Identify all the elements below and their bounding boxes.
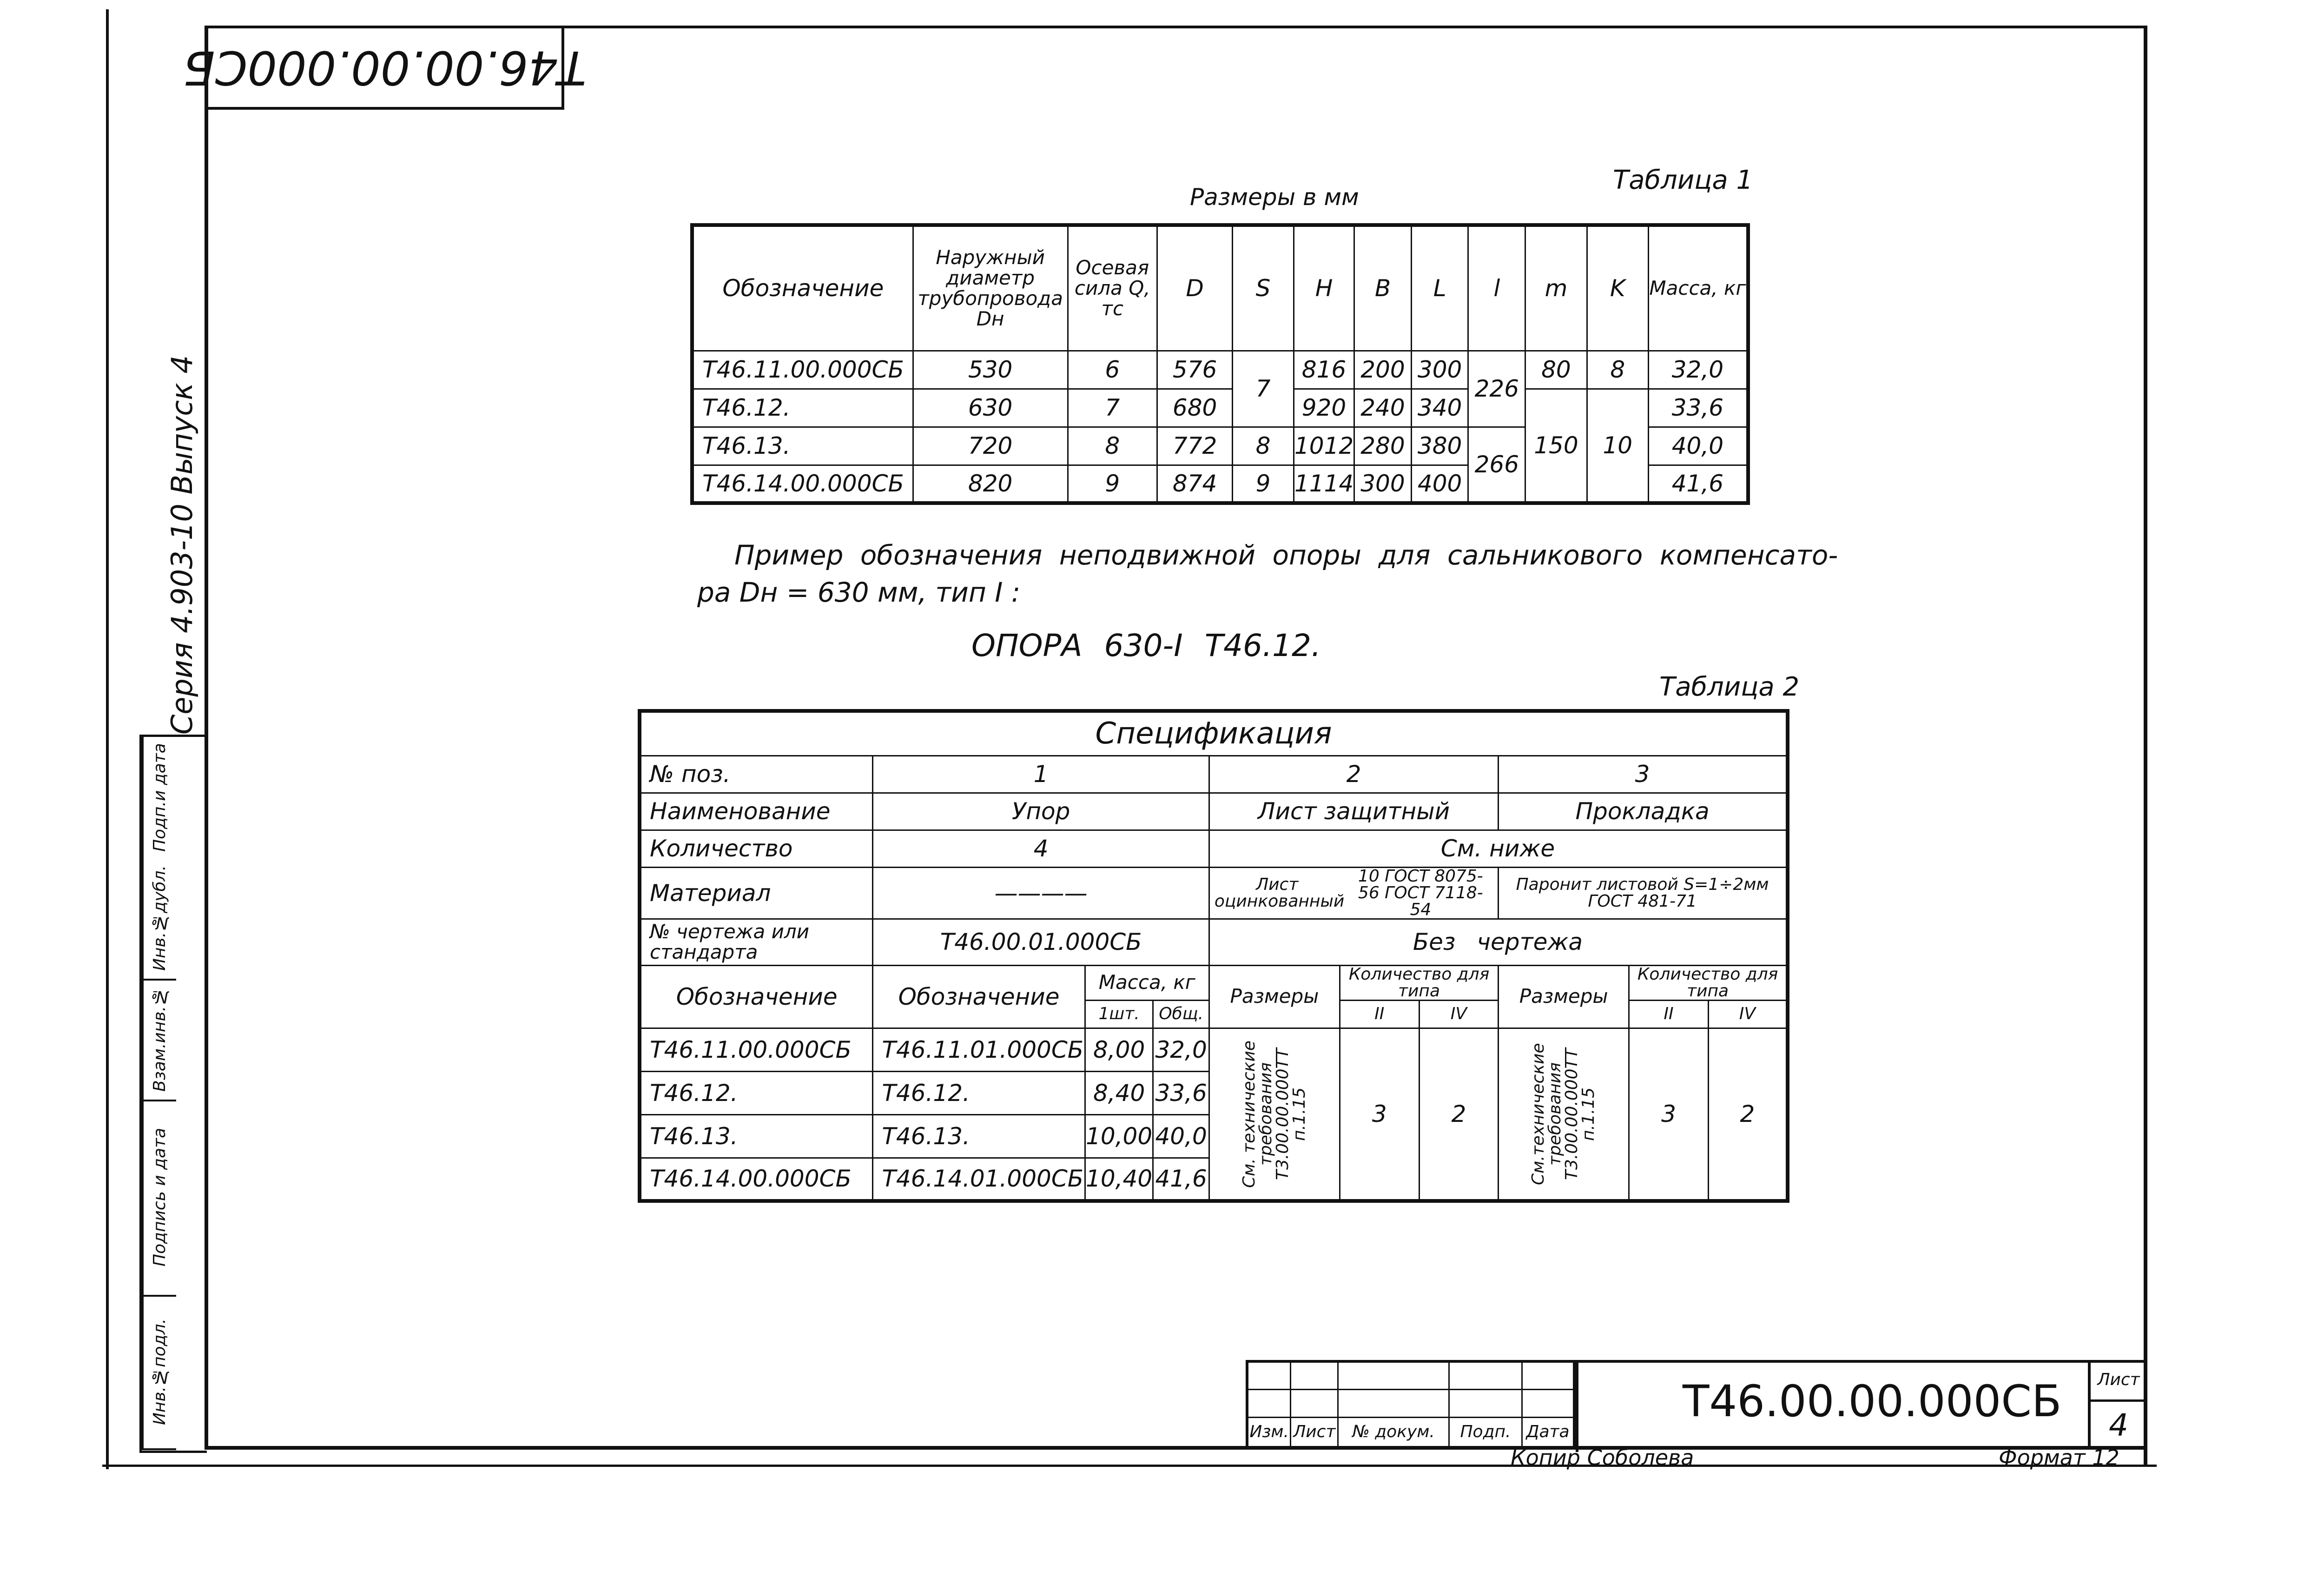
drawing-label: № чертежа или стандарта: [640, 919, 873, 965]
sheet-number: 4: [2109, 1407, 2128, 1443]
t1-h-B: B: [1354, 225, 1412, 351]
t1-r0-c4: 7: [1233, 351, 1294, 427]
t2-r0-c0: Т46.11.00.000СБ: [640, 1028, 873, 1071]
pos-3: 3: [1499, 756, 1788, 793]
name-2: Лист защитный: [1209, 793, 1498, 830]
t1-r1-c11: 33,6: [1648, 389, 1748, 427]
h-qty-type-2: Количество для типа: [1340, 965, 1498, 1000]
side-boxes: [139, 735, 207, 1453]
t2-r3-c2: 10,40: [1085, 1158, 1153, 1201]
t1-r2-c6: 280: [1354, 427, 1412, 465]
q2-ii: 3: [1340, 1028, 1419, 1201]
t1-r2-c7: 380: [1411, 427, 1468, 465]
table1: [690, 223, 1750, 505]
h-mass-total: Общ.: [1153, 1000, 1209, 1028]
t1-r0-c6: 200: [1354, 351, 1412, 389]
t2-r0-c3: 32,0: [1153, 1028, 1209, 1071]
t1-r0-c1: 530: [913, 351, 1068, 389]
t2-r3-c0: Т46.14.00.000СБ: [640, 1158, 873, 1201]
footer-format: Формат 12: [1999, 1445, 2119, 1470]
t1-h-D: D: [1157, 225, 1233, 351]
material-2: [1209, 867, 1498, 919]
t1-r0-c5: 816: [1294, 351, 1354, 389]
tb-col-date: Дата: [1522, 1417, 1574, 1448]
t1-h-K: K: [1587, 225, 1648, 351]
tb-col-doc: № докум.: [1338, 1417, 1449, 1448]
material-label: Материал: [640, 867, 873, 919]
title-block-grid: [1246, 1360, 1576, 1449]
t2-r2-c2: 10,00: [1085, 1114, 1153, 1158]
t1-r0-c10: 8: [1587, 351, 1648, 389]
material-2b: 10 ГОСТ 8075-56 ГОСТ 7118-54: [1358, 866, 1483, 919]
t1-r1-c3: 680: [1157, 389, 1233, 427]
h-sizes-2: Размеры: [1209, 965, 1340, 1028]
tb-col-list: Лист: [1291, 1417, 1338, 1448]
example-line1: Пример обозначения неподвижной опоры для сальникового компенсато-: [734, 539, 1838, 571]
t1-r0-c11: 32,0: [1648, 351, 1748, 389]
t1-r2-c5: 1012: [1294, 427, 1354, 465]
tb-col-izm: Изм.: [1247, 1417, 1291, 1448]
material-1: ————: [873, 867, 1209, 919]
pos-1: 1: [873, 756, 1209, 793]
t1-r2-c8: 266: [1468, 427, 1525, 503]
t2-r1-c2: 8,40: [1085, 1071, 1153, 1114]
name-label: Наименование: [640, 793, 873, 830]
t1-r1-c0: Т46.12.: [692, 389, 913, 427]
t1-r0-c3: 576: [1157, 351, 1233, 389]
t2-r3-c1: Т46.14.01.000СБ: [873, 1158, 1085, 1201]
t2-r1-c0: Т46.12.: [640, 1071, 873, 1114]
t1-r0-c0: Т46.11.00.000СБ: [692, 351, 913, 389]
q3-ii: 3: [1629, 1028, 1709, 1201]
t1-r2-c3: 772: [1157, 427, 1233, 465]
t2-r0-c2: 8,00: [1085, 1028, 1153, 1071]
sheet-label: Лист: [2091, 1360, 2146, 1402]
h-mass-1: 1шт.: [1085, 1000, 1153, 1028]
table2: [638, 709, 1789, 1203]
side-box-inv-podl: Инв.№подл.: [142, 1295, 176, 1450]
q3-iv: 2: [1708, 1028, 1788, 1201]
t1-r3-c4: 9: [1233, 465, 1294, 503]
t1-r1-c1: 630: [913, 389, 1068, 427]
frame-outer-left: [106, 9, 109, 1469]
footer-copied: Копир Соболева: [1511, 1445, 1694, 1470]
side-series: Серия 4.903-10 Выпуск 4: [165, 355, 199, 735]
t1-r2-c2: 8: [1068, 427, 1157, 465]
t1-r1-c7: 340: [1411, 389, 1468, 427]
sheet-box: [2088, 1360, 2146, 1449]
t1-r3-c3: 874: [1157, 465, 1233, 503]
q2-iv: 2: [1419, 1028, 1499, 1201]
t1-h-diameter: Наружный диаметр трубопровода Dн: [913, 225, 1068, 351]
t1-r2-c11: 40,0: [1648, 427, 1748, 465]
h3-type-iv: IV: [1708, 1000, 1788, 1028]
top-stamp: [183, 28, 587, 110]
h3-type-ii: II: [1629, 1000, 1709, 1028]
table2-caption: Таблица 2: [1659, 672, 1800, 702]
tb-col-podp: Подп.: [1449, 1417, 1522, 1448]
t2-r1-c1: Т46.12.: [873, 1071, 1085, 1114]
t1-r3-c7: 400: [1411, 465, 1468, 503]
t1-r0-c9: 80: [1525, 351, 1587, 389]
t2-r0-c1: Т46.11.01.000СБ: [873, 1028, 1085, 1071]
table1-caption: Таблица 1: [1613, 165, 1753, 195]
top-stamp-text: Т46.00.00.000СБ: [183, 40, 587, 95]
t1-r3-c6: 300: [1354, 465, 1412, 503]
h-designation: Обозначение: [640, 965, 873, 1028]
t1-h-l: l: [1468, 225, 1525, 351]
t2-r2-c0: Т46.13.: [640, 1114, 873, 1158]
title-block-code: Т46.00.00.000СБ: [1683, 1376, 2062, 1427]
material-2a: Лист оцинкованный: [1214, 875, 1345, 911]
t1-r3-c2: 9: [1068, 465, 1157, 503]
frame-right: [2144, 26, 2147, 1467]
t1-r0-c2: 6: [1068, 351, 1157, 389]
t1-r1-c10: 10: [1587, 389, 1648, 503]
sizes-note-3: См.технические требования Т3.00.00.000ТТ п.1.15: [1529, 1042, 1598, 1185]
h-qty-type-3: Количество для типа: [1629, 965, 1788, 1000]
t1-r3-c1: 820: [913, 465, 1068, 503]
t1-h-designation: Обозначение: [692, 225, 913, 351]
sizes-note-2: См. технические требования Т3.00.00.000ТТ п.1.15: [1239, 1040, 1309, 1188]
pos-label: № поз.: [640, 756, 873, 793]
t1-r3-c5: 1114: [1294, 465, 1354, 503]
t2-r3-c3: 41,6: [1153, 1158, 1209, 1201]
qty-rest: См. ниже: [1209, 830, 1788, 867]
example-line2: ра Dн = 630 мм, тип I :: [697, 577, 1021, 608]
t1-h-L: L: [1411, 225, 1468, 351]
t1-h-m: m: [1525, 225, 1587, 351]
t2-r2-c3: 40,0: [1153, 1114, 1209, 1158]
drawing-rest: Без чертежа: [1209, 919, 1788, 965]
name-3: Прокладка: [1499, 793, 1788, 830]
t1-h-force: Осевая сила Q, тс: [1068, 225, 1157, 351]
name-1: Упор: [873, 793, 1209, 830]
sizes-note-3-cell: [1499, 1028, 1629, 1201]
t1-r3-c11: 41,6: [1648, 465, 1748, 503]
t1-r2-c1: 720: [913, 427, 1068, 465]
t1-r2-c4: 8: [1233, 427, 1294, 465]
t1-h-mass: Масса, кг: [1648, 225, 1748, 351]
h-mass: Масса, кг: [1085, 965, 1209, 1000]
t2-r1-c3: 33,6: [1153, 1071, 1209, 1114]
t2-r2-c1: Т46.13.: [873, 1114, 1085, 1158]
t1-r3-c0: Т46.14.00.000СБ: [692, 465, 913, 503]
frame-outer-bottom: [102, 1465, 2157, 1467]
table1-units: Размеры в мм: [1190, 184, 1359, 211]
side-box-signature: Подпись и дата: [142, 1100, 176, 1297]
t1-r1-c6: 240: [1354, 389, 1412, 427]
t1-r0-c8: 226: [1468, 351, 1525, 427]
spec-title: Спецификация: [640, 711, 1788, 756]
t1-r1-c5: 920: [1294, 389, 1354, 427]
t1-h-H: H: [1294, 225, 1354, 351]
h-designation2: Обозначение: [873, 965, 1085, 1028]
qty-1: 4: [873, 830, 1209, 867]
side-box-dubl: Инв.№дубл.: [142, 858, 176, 981]
h-sizes-3: Размеры: [1499, 965, 1629, 1028]
t1-r1-c9: 150: [1525, 389, 1587, 503]
qty-label: Количество: [640, 830, 873, 867]
drawing-1: Т46.00.01.000СБ: [873, 919, 1209, 965]
t1-h-S: S: [1233, 225, 1294, 351]
pos-2: 2: [1209, 756, 1498, 793]
sizes-note-2-cell: [1209, 1028, 1340, 1201]
side-box-podp: Подп.и дата: [142, 737, 176, 858]
t1-r0-c7: 300: [1411, 351, 1468, 389]
t1-r2-c0: Т46.13.: [692, 427, 913, 465]
h2-type-ii: II: [1340, 1000, 1419, 1028]
material-3: Паронит листовой S=1÷2мм ГОСТ 481-71: [1499, 867, 1788, 919]
h2-type-iv: IV: [1419, 1000, 1499, 1028]
side-box-vzam: Взам.инв.№: [142, 979, 176, 1101]
example-designation: ОПОРА 630-I Т46.12.: [971, 628, 1321, 663]
t1-r1-c2: 7: [1068, 389, 1157, 427]
